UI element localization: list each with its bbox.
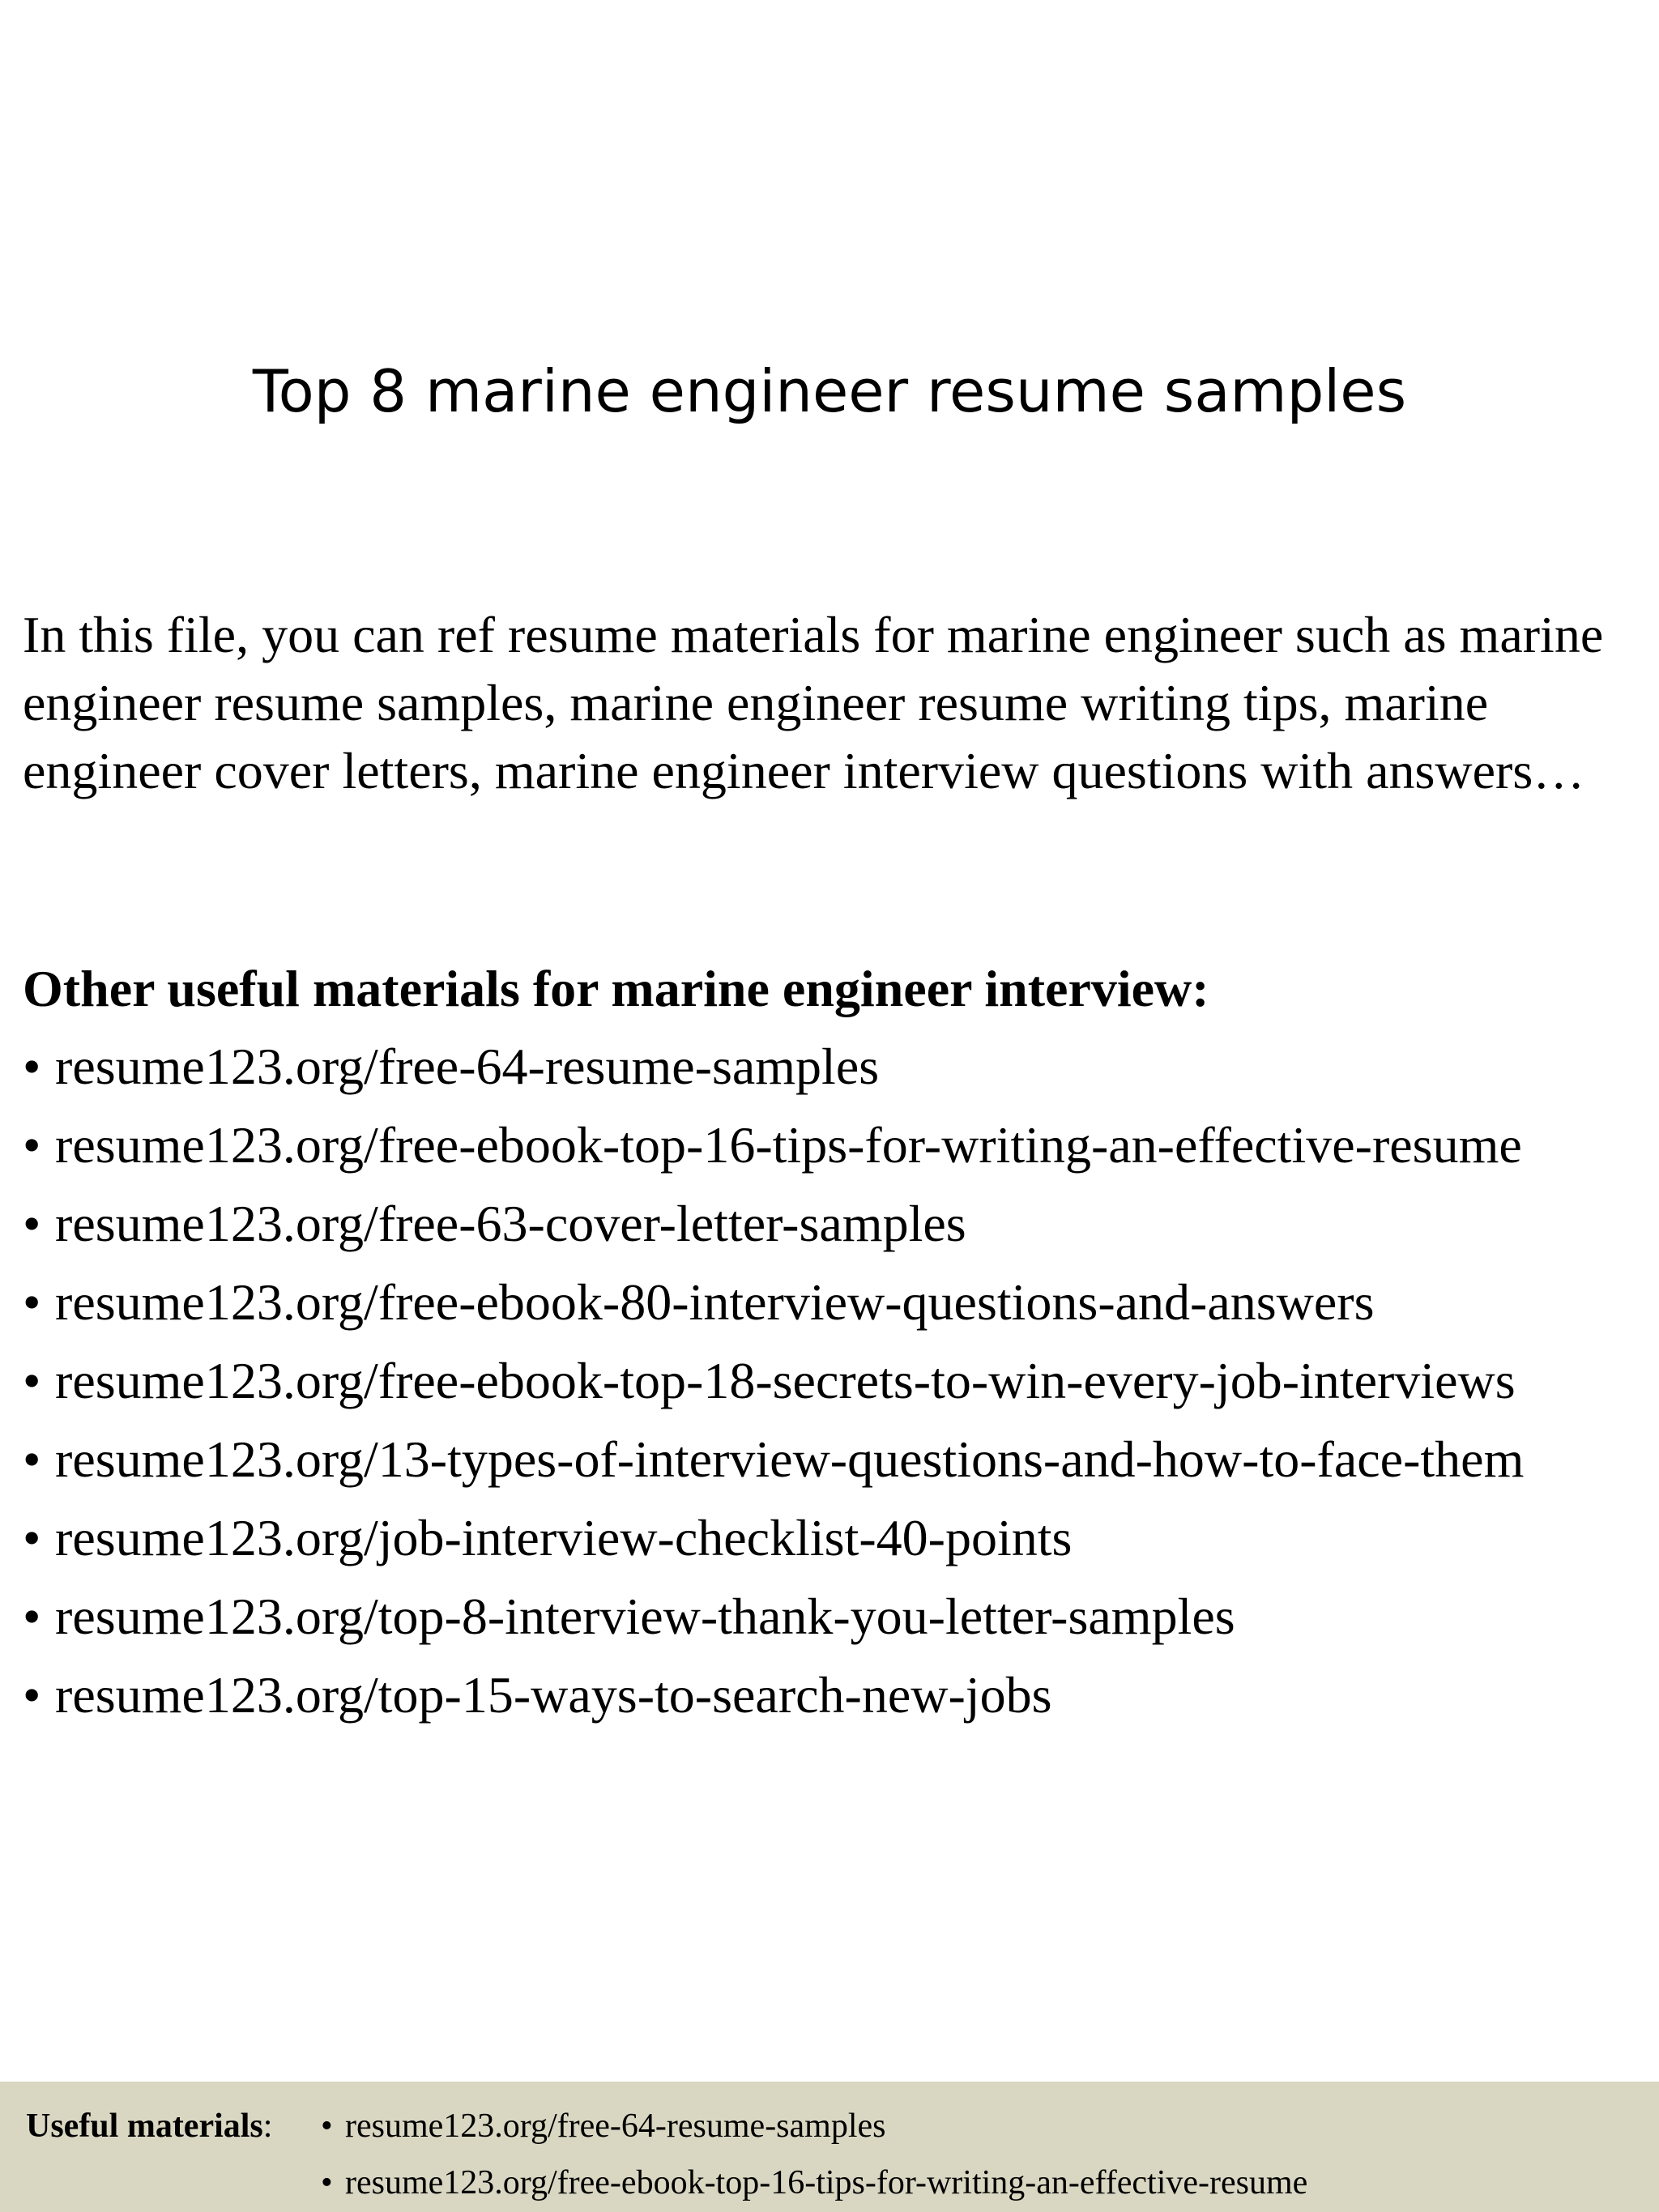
list-item	[23, 1580, 1651, 1659]
bullet-icon: •	[321, 2164, 333, 2201]
footer-label-separator: :	[262, 2108, 273, 2145]
bullet-icon: •	[23, 1195, 41, 1252]
material-link[interactable]: resume123.org/free-ebook-80-interview-questions-and-answers	[55, 1273, 1375, 1331]
list-item	[23, 1187, 1651, 1266]
bullet-icon: •	[23, 1430, 41, 1488]
footer-label-text: Useful materials	[26, 2108, 263, 2145]
footer-list-item	[321, 2098, 1307, 2154]
list-item	[23, 1266, 1651, 1345]
material-link[interactable]: resume123.org/job-interview-checklist-40-points	[55, 1509, 1073, 1566]
footer-label	[26, 2098, 272, 2154]
materials-link-list	[23, 1030, 1651, 1737]
material-link[interactable]: resume123.org/top-8-interview-thank-you-letter-samples	[55, 1588, 1235, 1645]
list-item	[23, 1423, 1651, 1502]
material-link[interactable]: resume123.org/free-ebook-top-18-secrets-to-win-every-job-interviews	[55, 1352, 1516, 1409]
bullet-icon: •	[23, 1273, 41, 1331]
list-item	[23, 1502, 1651, 1580]
footer-link-list	[321, 2098, 1307, 2211]
materials-heading: Other useful materials for marine engineer interview:	[23, 960, 1209, 1017]
list-item	[23, 1109, 1651, 1187]
footer-list-item	[321, 2154, 1307, 2211]
bullet-icon: •	[23, 1509, 41, 1566]
list-item	[23, 1030, 1651, 1109]
footer-link[interactable]: resume123.org/free-64-resume-samples	[345, 2108, 886, 2145]
material-link[interactable]: resume123.org/free-63-cover-letter-samples	[55, 1195, 966, 1252]
material-link[interactable]: resume123.org/free-ebook-top-16-tips-for-writing-an-effective-resume	[55, 1116, 1522, 1174]
bullet-icon: •	[23, 1038, 41, 1095]
material-link[interactable]: resume123.org/free-64-resume-samples	[55, 1038, 880, 1095]
material-link[interactable]: resume123.org/13-types-of-interview-questions-and-how-to-face-them	[55, 1430, 1525, 1488]
list-item	[23, 1659, 1651, 1737]
bullet-icon: •	[23, 1588, 41, 1645]
bullet-icon: •	[23, 1666, 41, 1724]
page-title: Top 8 marine engineer resume samples	[252, 357, 1407, 426]
bullet-icon: •	[321, 2108, 333, 2145]
intro-paragraph: In this file, you can ref resume materials for marine engineer such as marine engineer resume samples, marine engineer resume writing tips, marine engineer cover letters, marine engineer interview questions with answers…	[23, 606, 1604, 799]
footer-bar	[0, 2082, 1659, 2212]
list-item	[23, 1345, 1651, 1423]
footer-link[interactable]: resume123.org/free-ebook-top-16-tips-for-writing-an-effective-resume	[345, 2164, 1308, 2201]
material-link[interactable]: resume123.org/top-15-ways-to-search-new-jobs	[55, 1666, 1052, 1724]
bullet-icon: •	[23, 1352, 41, 1409]
bullet-icon: •	[23, 1116, 41, 1174]
